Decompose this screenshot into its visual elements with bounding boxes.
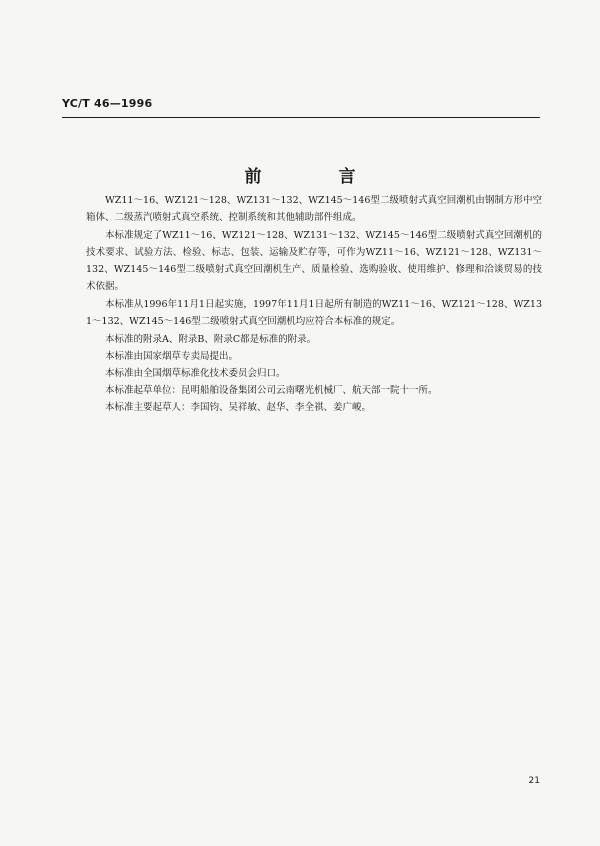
paragraph-scope: 本标准规定了WZ11～16、WZ121～128、WZ131～132、WZ145～146型二级喷射式真空回潮机的技术要求、试验方法、检验、标志、包装、运输及贮存等，可作为WZ11～16、WZ121～128、WZ131～132、WZ145～146型二级喷射式真空回潮机生产、质量检验、选购验收、使用维护、修理和洽谈贸易的技术依据。 xyxy=(86,230,542,292)
paragraph-drafting-units: 本标准起草单位：昆明船舶设备集团公司云南曙光机械厂、航天部一院十一所。 xyxy=(105,385,438,396)
section-heading: 前 言 xyxy=(244,167,386,187)
standard-code: YC/T 46—1996 xyxy=(62,97,153,110)
paragraph-appendices: 本标准的附录A、附录B、附录C都是标准的附录。 xyxy=(105,334,317,345)
paragraph-centralized-by: 本标准由全国烟草标准化技术委员会归口。 xyxy=(105,368,286,379)
paragraph-composition: WZ11～16、WZ121～128、WZ131～132、WZ145～146型二级喷射式真空回潮机由钢制方形中空箱体、二级蒸汽喷射式真空系统、控制系统和其他辅助部件组成。 xyxy=(86,195,542,223)
page-number: 21 xyxy=(528,776,540,786)
paragraph-drafters: 本标准主要起草人：李国钧、吴祥敏、赵华、李全祺、姜广峻。 xyxy=(105,402,372,413)
paragraph-proposed-by: 本标准由国家烟草专卖局提出。 xyxy=(105,351,239,362)
paragraph-effective-date: 本标准从1996年11月1日起实施，1997年11月1日起所有制造的WZ11～16、WZ121～128、WZ131～132、WZ145～146型二级喷射式真空回潮机均应符合本标准的规定。 xyxy=(86,299,542,327)
header-rule xyxy=(62,117,540,118)
foreword-body xyxy=(86,192,542,416)
